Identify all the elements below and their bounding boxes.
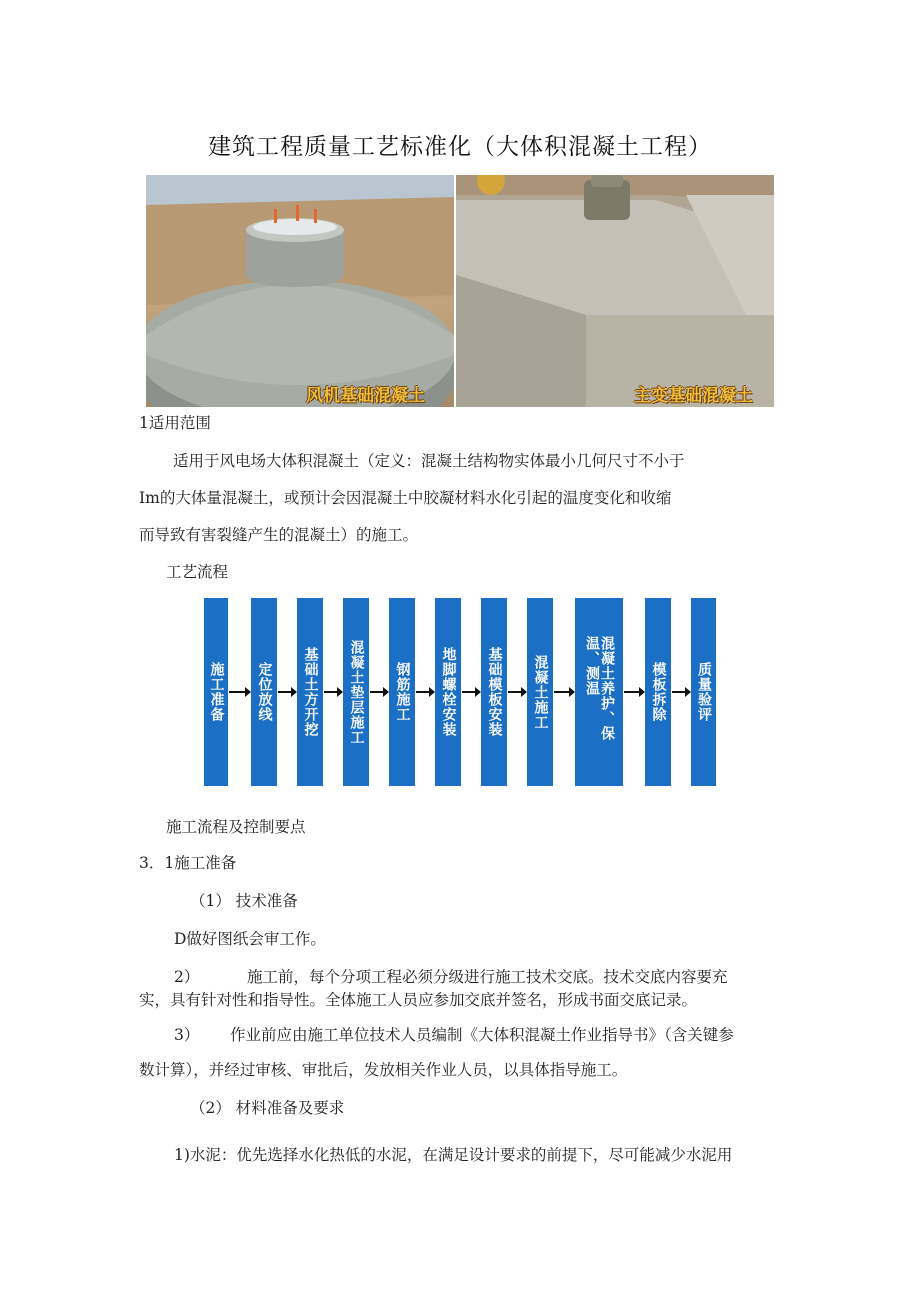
flow-step-10: [645, 598, 671, 786]
tech-item-1: D做好图纸会审工作。: [174, 930, 326, 948]
transformer-foundation-illustration: [456, 175, 774, 407]
flow-step-label: 基础模板安装: [486, 647, 503, 737]
flow-step-1: [204, 598, 228, 786]
section-heading-process: 工艺流程: [166, 563, 229, 581]
flow-step-label: 钢筋施工: [394, 662, 411, 722]
flow-arrow-4: [370, 691, 387, 693]
wind-turbine-foundation-illustration: [146, 175, 454, 407]
flow-step-label: 混凝土垫层施工: [348, 639, 365, 745]
flow-step-5: [389, 598, 415, 786]
process-flowchart: [204, 598, 716, 788]
flow-arrow-7: [508, 691, 525, 693]
tech-item-2-number: 2）: [174, 968, 200, 986]
photo-caption-left: 风机基础混凝土: [306, 386, 425, 406]
tech-item-2-line1: 施工前，每个分项工程必须分级进行施工技术交底。技术交底内容要充: [247, 968, 728, 986]
wind-turbine-foundation-photo: [146, 175, 454, 407]
flow-step-label: 混凝土养护、保温、测温: [584, 636, 615, 741]
scope-paragraph-line1: 适用于风电场大体积混凝土（定义：混凝土结构物实体最小几何尺寸不小于: [173, 452, 685, 470]
flow-step-label: 施工准备: [208, 662, 225, 722]
flow-step-label: 基础土方开挖: [302, 647, 319, 737]
flow-step-label: 质量验评: [696, 662, 712, 722]
flow-step-11: [691, 598, 716, 786]
flow-arrow-8: [554, 691, 573, 693]
flow-step-7: [481, 598, 507, 786]
flow-step-label: 混凝土施工: [532, 654, 549, 730]
photo-caption-right: 主变基础混凝土: [634, 386, 753, 406]
transformer-foundation-photo: [456, 175, 774, 407]
flow-step-6: [435, 598, 461, 786]
flow-arrow-2: [278, 691, 295, 693]
flow-arrow-1: [229, 691, 249, 693]
tech-item-3-number: 3）: [174, 1026, 200, 1044]
flow-arrow-3: [324, 691, 341, 693]
flow-step-label: 定位放线: [256, 662, 273, 722]
section-heading-control: 施工流程及控制要点: [166, 818, 306, 836]
tech-item-3-line2: 数计算），并经过审核、审批后，发放相关作业人员，以具体指导施工。: [139, 1061, 628, 1079]
scope-paragraph-line2: Im的大体量混凝土，或预计会因混凝土中胶凝材料水化引起的温度变化和收缩: [139, 489, 672, 507]
tech-prep-heading: （1） 技术准备: [190, 892, 298, 910]
flow-arrow-9: [624, 691, 643, 693]
tech-item-2-line2: 实，具有针对性和指导性。全体施工人员应参加交底并签名，形成书面交底记录。: [139, 991, 698, 1009]
flow-step-label: 地脚螺栓安装: [440, 647, 457, 737]
section-heading-3-1: 3．1施工准备: [139, 854, 237, 872]
flow-step-2: [251, 598, 277, 786]
flow-arrow-6: [462, 691, 479, 693]
flow-step-4: [343, 598, 369, 786]
tech-item-3-line1: 作业前应由施工单位技术人员编制《大体积混凝土作业指导书》（含关键参: [230, 1026, 734, 1044]
flow-arrow-10: [672, 691, 689, 693]
page-title: 建筑工程质量工艺标准化（大体积混凝土工程）: [208, 134, 712, 160]
flow-step-9: [575, 598, 623, 786]
flow-arrow-5: [416, 691, 433, 693]
flow-step-8: [527, 598, 553, 786]
section-heading-scope: 1适用范围: [139, 414, 211, 432]
material-item-1: 1)水泥：优先选择水化热低的水泥，在满足设计要求的前提下，尽可能减少水泥用: [174, 1146, 733, 1164]
flow-step-3: [297, 598, 323, 786]
scope-paragraph-line3: 而导致有害裂缝产生的混凝土）的施工。: [139, 526, 419, 544]
material-prep-heading: （2） 材料准备及要求: [190, 1099, 345, 1117]
flow-step-label: 模板拆除: [650, 662, 667, 722]
